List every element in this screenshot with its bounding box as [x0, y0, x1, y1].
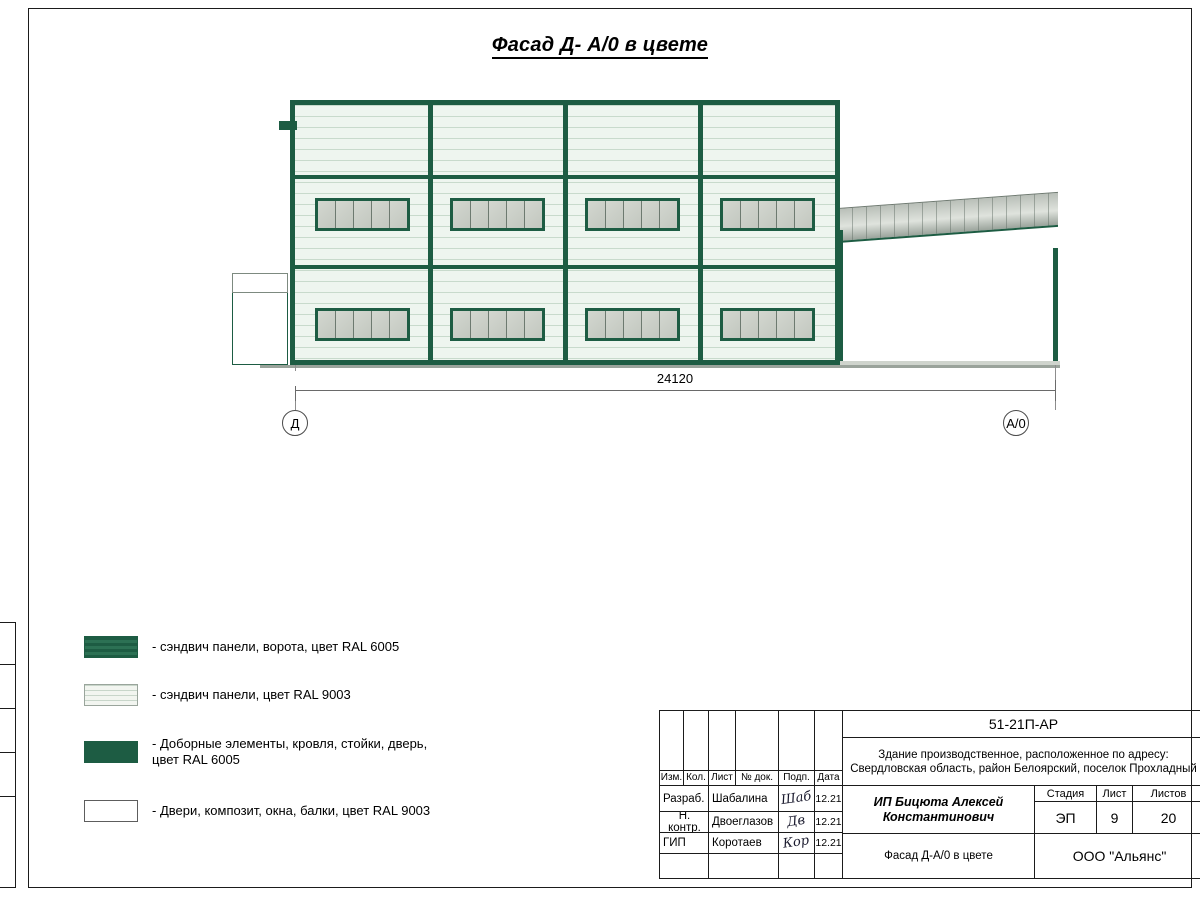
legend-swatch-ral9003-white — [84, 800, 138, 822]
stamp-grid-col-1 — [660, 711, 684, 771]
stamp-header-doc: № док. — [736, 771, 779, 786]
legend-label: - Доборные элементы, кровля, стойки, дверь, цвет RAL 6005 — [152, 736, 428, 767]
stamp-role-1: Разраб. — [660, 786, 709, 812]
legend-item — [84, 684, 604, 706]
legend-item — [84, 800, 604, 822]
window-upper-2 — [450, 198, 545, 231]
stamp-grid-col-5 — [779, 711, 815, 771]
stamp-name-3: Коротаев — [709, 833, 779, 854]
signature-glyph: Шаб — [780, 788, 813, 808]
facade-mullion-2 — [563, 105, 568, 360]
stamp-grid-col-3 — [709, 711, 736, 771]
legend — [84, 636, 604, 822]
legend-item — [84, 636, 604, 658]
window-lower-4 — [720, 308, 815, 341]
stamp-empty-2 — [709, 854, 779, 879]
stamp-date-2: 12.21 — [815, 812, 843, 833]
stamp-stage-header: Стадия — [1035, 786, 1097, 802]
stamp-empty-4 — [815, 854, 843, 879]
dimension-tick-right — [1055, 380, 1056, 401]
stamp-date-1: 12.21 — [815, 786, 843, 812]
legend-label: - сэндвич панели, ворота, цвет RAL 6005 — [152, 639, 400, 654]
page-title-text: Фасад Д- А/0 в цвете — [492, 34, 708, 59]
building-facade — [290, 100, 840, 365]
facade-elevation-drawing — [220, 90, 1060, 440]
legend-swatch-ral9003-panel — [84, 684, 138, 706]
stamp-grid-col-6 — [815, 711, 843, 771]
stamp-stage-value: ЭП — [1035, 802, 1097, 834]
stamp-role-3: ГИП — [660, 833, 709, 854]
stamp-name-1: Шабалина — [709, 786, 779, 812]
legend-label: - сэндвич панели, цвет RAL 9003 — [152, 687, 351, 702]
stamp-sheet-value: 9 — [1097, 802, 1133, 834]
signature-glyph: Дв — [786, 812, 807, 831]
stamp-header-podp: Подп. — [779, 771, 815, 786]
window-upper-1 — [315, 198, 410, 231]
canopy-column-right — [1053, 248, 1058, 366]
page-title — [0, 34, 1200, 57]
stamp-signature-3 — [779, 833, 815, 854]
stamp-header-data: Дата — [815, 771, 843, 786]
stamp-sheets-value: 20 — [1133, 802, 1200, 834]
stamp-grid-col-4 — [736, 711, 779, 771]
title-block — [659, 710, 1200, 879]
stamp-object-description: Здание производственное, расположенное по адресу: Свердловская область, район Белоярский, поселок Прохладный — [843, 738, 1200, 786]
stamp-sheets-header: Листов — [1133, 786, 1200, 802]
window-upper-3 — [585, 198, 680, 231]
stamp-signature-2 — [779, 812, 815, 833]
legend-swatch-ral6005-solid — [84, 741, 138, 763]
axis-bubble-right: А/0 — [1003, 410, 1029, 436]
canopy-roof — [838, 192, 1058, 243]
window-lower-3 — [585, 308, 680, 341]
stamp-name-2: Двоеглазов — [709, 812, 779, 833]
window-lower-2 — [450, 308, 545, 341]
stamp-empty-1 — [660, 854, 709, 879]
stamp-project-code: 51-21П-АР — [843, 711, 1200, 738]
signature-glyph: Кор — [782, 833, 811, 852]
dimension-line — [295, 390, 1055, 391]
window-upper-4 — [720, 198, 815, 231]
window-lower-1 — [315, 308, 410, 341]
dimension-value: 24120 — [295, 371, 1055, 386]
legend-item — [84, 736, 604, 768]
legend-swatch-ral6005-striped — [84, 636, 138, 658]
stamp-header-kol: Кол. — [684, 771, 709, 786]
axis-bubble-left: Д — [282, 410, 308, 436]
stamp-customer: ИП Бицюта Алексей Константинович — [843, 786, 1035, 834]
ground-line — [260, 365, 1060, 368]
stamp-sheet-name: Фасад Д-А/0 в цвете — [843, 834, 1035, 879]
stamp-header-izm: Изм. — [660, 771, 684, 786]
stamp-role-2: Н. контр. — [660, 812, 709, 833]
stamp-sheet-header: Лист — [1097, 786, 1133, 802]
stamp-header-list: Лист — [709, 771, 736, 786]
parapet-tab — [279, 121, 297, 130]
facade-mullion-1 — [428, 105, 433, 360]
stamp-date-3: 12.21 — [815, 833, 843, 854]
stamp-grid-col-2 — [684, 711, 709, 771]
stamp-company: ООО "Альянс" — [1035, 834, 1200, 879]
legend-label: - Двери, композит, окна, балки, цвет RAL 9003 — [152, 803, 431, 818]
facade-mullion-3 — [698, 105, 703, 360]
annex-roof-block — [232, 273, 288, 293]
stamp-empty-3 — [779, 854, 815, 879]
stamp-signature-1 — [779, 786, 815, 812]
sheet-left-margin-strip — [0, 622, 16, 888]
